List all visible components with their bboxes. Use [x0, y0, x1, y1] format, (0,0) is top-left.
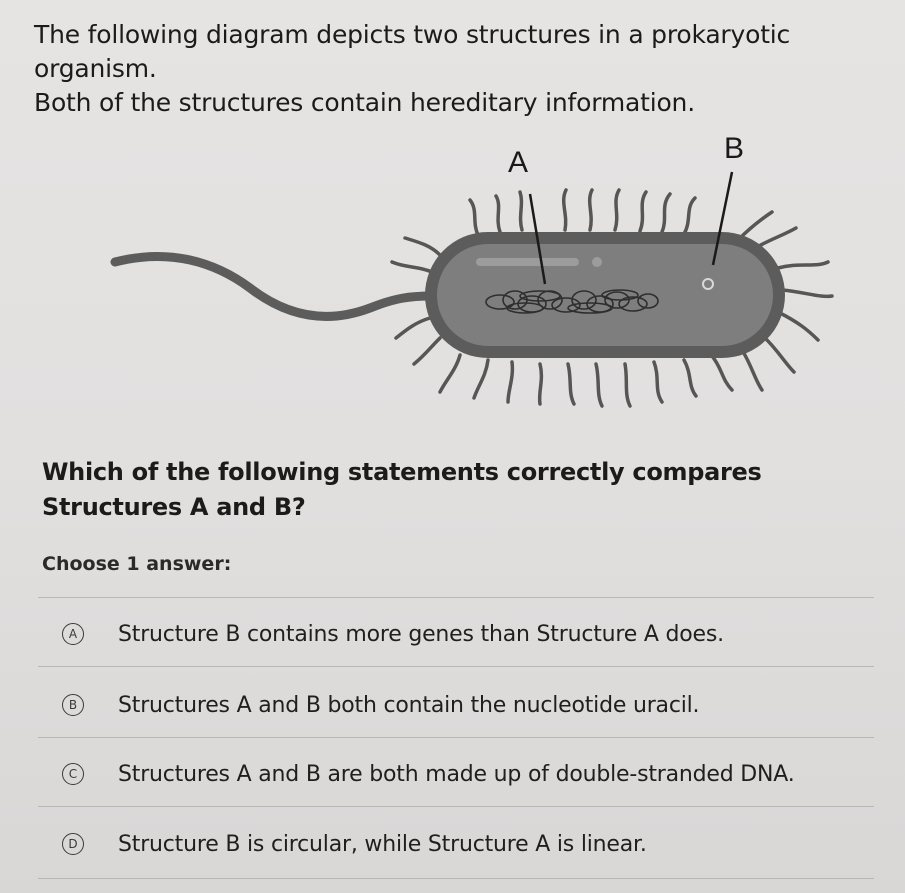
- divider: [38, 806, 874, 807]
- option-d-text: Structure B is circular, while Structure A is linear.: [118, 831, 647, 857]
- divider: [38, 666, 874, 667]
- intro-line-2: Both of the structures contain hereditary information.: [34, 88, 695, 117]
- highlight-dot: [592, 257, 602, 267]
- option-c-radio[interactable]: C: [62, 763, 84, 785]
- question-text: Which of the following statements correctly compares Structures A and B?: [42, 458, 762, 521]
- option-c-text: Structures A and B are both made up of double-stranded DNA.: [118, 761, 795, 787]
- answer-option-b[interactable]: [62, 685, 882, 725]
- option-a-text: Structure B contains more genes than Structure A does.: [118, 621, 724, 647]
- divider: [38, 597, 874, 598]
- prokaryote-diagram: [0, 120, 905, 420]
- flagellum: [115, 256, 432, 316]
- choose-label: Choose 1 answer:: [42, 553, 232, 575]
- divider: [38, 878, 874, 879]
- intro-text: [34, 18, 884, 120]
- answer-option-a[interactable]: [62, 614, 882, 654]
- answer-option-c[interactable]: [62, 754, 882, 794]
- option-b-radio[interactable]: B: [62, 694, 84, 716]
- divider: [38, 737, 874, 738]
- option-a-radio[interactable]: A: [62, 623, 84, 645]
- option-d-radio[interactable]: D: [62, 833, 84, 855]
- intro-line-1: The following diagram depicts two structures in a prokaryotic organism.: [34, 20, 791, 83]
- answer-option-d[interactable]: [62, 824, 882, 864]
- option-b-text: Structures A and B both contain the nucleotide uracil.: [118, 692, 700, 718]
- label-b: B: [724, 132, 745, 165]
- label-a: A: [508, 146, 529, 179]
